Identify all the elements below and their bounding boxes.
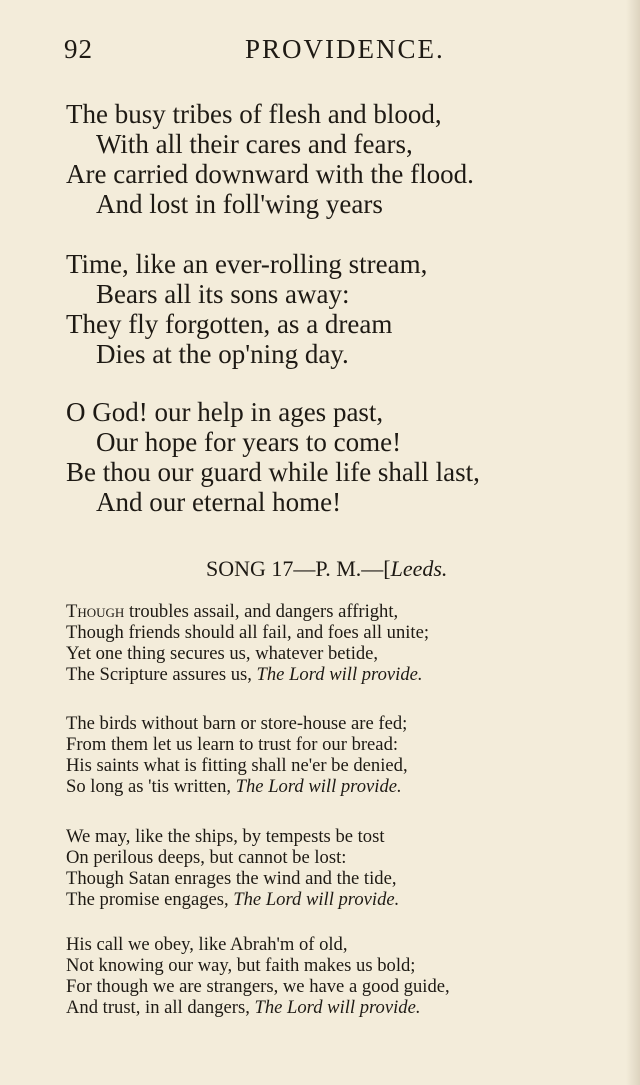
song-line: And trust, in all dangers, The Lord will provide.: [66, 997, 421, 1018]
song-line: Yet one thing secures us, whatever betide,: [66, 643, 379, 664]
running-title: PROVIDENCE.: [245, 34, 445, 64]
verse-line: They fly forgotten, as a dream: [66, 309, 393, 339]
song-line: For though we are strangers, we have a good guide,: [66, 976, 450, 997]
tune-name: Leeds.: [390, 556, 448, 581]
verse-line: O God! our help in ages past,: [66, 397, 384, 427]
song-line: The birds without barn or store-house are fed;: [66, 713, 408, 734]
song-line: His call we obey, like Abrah'm of old,: [66, 934, 348, 955]
song-line: Though troubles assail, and dangers affright,: [66, 601, 399, 622]
song-line: The Scripture assures us, The Lord will provide.: [66, 664, 423, 685]
verse-line: Time, like an ever-rolling stream,: [66, 249, 428, 279]
song-line: From them let us learn to trust for our bread:: [66, 734, 399, 755]
refrain: The Lord will provide.: [254, 997, 421, 1018]
drop-word: Though: [66, 601, 125, 622]
song-title: SONG 17—P. M.—[: [206, 556, 391, 581]
song-line: On perilous deeps, but cannot be lost:: [66, 847, 347, 868]
verse-line: Bears all its sons away:: [96, 279, 350, 309]
verse-line: With all their cares and fears,: [96, 129, 413, 159]
verse-line: And our eternal home!: [96, 487, 342, 517]
verse-line: Our hope for years to come!: [96, 427, 402, 457]
song-stanza: [66, 713, 408, 797]
verse-line: Are carried downward with the flood.: [66, 159, 474, 189]
song-stanza: [66, 601, 429, 685]
refrain: The Lord will provide.: [235, 776, 402, 797]
verse-line: Be thou our guard while life shall last,: [66, 457, 480, 487]
verse-line: Dies at the op'ning day.: [96, 339, 349, 369]
song-line: His saints what is fitting shall ne'er be denied,: [66, 755, 408, 776]
page-number: 92: [64, 34, 93, 64]
song-stanza: [66, 826, 399, 910]
hymn-stanza: [66, 99, 474, 219]
page-header: [64, 34, 584, 74]
verse-line: The busy tribes of flesh and blood,: [66, 99, 442, 129]
song-heading: [206, 556, 447, 582]
song-line: We may, like the ships, by tempests be tost: [66, 826, 385, 847]
song-line: Not knowing our way, but faith makes us bold;: [66, 955, 416, 976]
song-line: Though Satan enrages the wind and the tide,: [66, 868, 397, 889]
song-stanza: [66, 934, 450, 1018]
refrain: The Lord will provide.: [233, 889, 400, 910]
song-line: The promise engages, The Lord will provide.: [66, 889, 400, 910]
song-line: So long as 'tis written, The Lord will provide.: [66, 776, 402, 797]
page-edge-shadow: [626, 0, 640, 1085]
song-line: Though friends should all fail, and foes all unite;: [66, 622, 430, 643]
hymn-stanza: [66, 249, 427, 369]
hymn-stanza: [66, 397, 480, 517]
verse-line: And lost in foll'wing years: [96, 189, 383, 219]
refrain: The Lord will provide.: [256, 664, 423, 685]
